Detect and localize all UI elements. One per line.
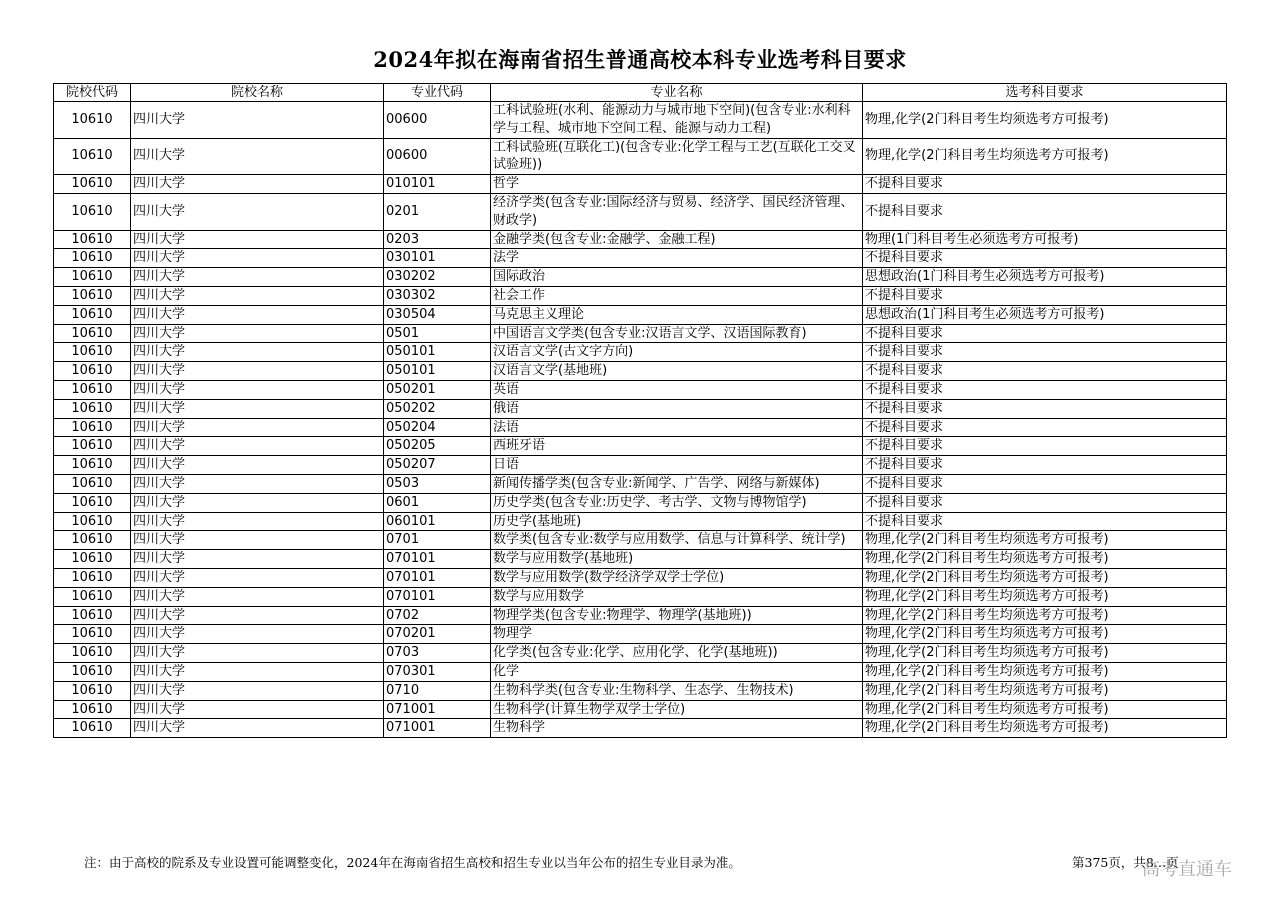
school-code-cell: 10610 bbox=[54, 550, 131, 569]
school-name-cell: 四川大学 bbox=[131, 456, 384, 475]
table-row bbox=[54, 681, 1227, 700]
table-row bbox=[54, 550, 1227, 569]
table-row bbox=[54, 474, 1227, 493]
subject-requirement-cell: 物理,化学(2门科目考生均须选考方可报考) bbox=[863, 531, 1227, 550]
subject-requirement-cell: 不提科目要求 bbox=[863, 418, 1227, 437]
school-name-cell: 四川大学 bbox=[131, 305, 384, 324]
major-code-cell: 0503 bbox=[384, 474, 491, 493]
major-code-cell: 030202 bbox=[384, 268, 491, 287]
table-header-row bbox=[54, 84, 1227, 102]
major-name-cell: 日语 bbox=[491, 456, 863, 475]
subject-requirement-cell: 不提科目要求 bbox=[863, 474, 1227, 493]
table-row bbox=[54, 493, 1227, 512]
school-code-cell: 10610 bbox=[54, 268, 131, 287]
major-code-cell: 070301 bbox=[384, 662, 491, 681]
school-name-cell: 四川大学 bbox=[131, 662, 384, 681]
school-code-cell: 10610 bbox=[54, 324, 131, 343]
school-name-cell: 四川大学 bbox=[131, 138, 384, 175]
school-code-cell: 10610 bbox=[54, 587, 131, 606]
school-name-cell: 四川大学 bbox=[131, 230, 384, 249]
school-code-cell: 10610 bbox=[54, 193, 131, 230]
school-code-cell: 10610 bbox=[54, 493, 131, 512]
school-code-cell: 10610 bbox=[54, 437, 131, 456]
school-code-cell: 10610 bbox=[54, 305, 131, 324]
table-row bbox=[54, 343, 1227, 362]
major-code-cell: 0501 bbox=[384, 324, 491, 343]
table-row bbox=[54, 437, 1227, 456]
school-name-cell: 四川大学 bbox=[131, 644, 384, 663]
subject-requirement-cell: 物理(1门科目考生必须选考方可报考) bbox=[863, 230, 1227, 249]
table-row bbox=[54, 644, 1227, 663]
major-code-cell: 00600 bbox=[384, 138, 491, 175]
major-code-cell: 010101 bbox=[384, 175, 491, 194]
table-body bbox=[54, 102, 1227, 738]
school-name-cell: 四川大学 bbox=[131, 719, 384, 738]
school-name-cell: 四川大学 bbox=[131, 700, 384, 719]
table-row bbox=[54, 399, 1227, 418]
school-name-cell: 四川大学 bbox=[131, 606, 384, 625]
major-code-cell: 050202 bbox=[384, 399, 491, 418]
major-code-cell: 071001 bbox=[384, 700, 491, 719]
major-code-cell: 00600 bbox=[384, 102, 491, 139]
major-name-cell: 生物科学(计算生物学双学士学位) bbox=[491, 700, 863, 719]
header-school-code: 院校代码 bbox=[54, 84, 131, 102]
school-code-cell: 10610 bbox=[54, 512, 131, 531]
table-row bbox=[54, 268, 1227, 287]
major-name-cell: 法学 bbox=[491, 249, 863, 268]
school-name-cell: 四川大学 bbox=[131, 418, 384, 437]
school-name-cell: 四川大学 bbox=[131, 568, 384, 587]
major-code-cell: 050205 bbox=[384, 437, 491, 456]
school-name-cell: 四川大学 bbox=[131, 493, 384, 512]
table-row bbox=[54, 249, 1227, 268]
table-row bbox=[54, 625, 1227, 644]
school-code-cell: 10610 bbox=[54, 568, 131, 587]
subject-requirement-cell: 物理,化学(2门科目考生均须选考方可报考) bbox=[863, 644, 1227, 663]
major-name-cell: 国际政治 bbox=[491, 268, 863, 287]
major-name-cell: 生物科学类(包含专业:生物科学、生态学、生物技术) bbox=[491, 681, 863, 700]
major-code-cell: 0702 bbox=[384, 606, 491, 625]
major-name-cell: 数学与应用数学(数学经济学双学士学位) bbox=[491, 568, 863, 587]
subject-requirement-cell: 思想政治(1门科目考生必须选考方可报考) bbox=[863, 305, 1227, 324]
table-row bbox=[54, 324, 1227, 343]
table-row bbox=[54, 568, 1227, 587]
school-name-cell: 四川大学 bbox=[131, 587, 384, 606]
school-code-cell: 10610 bbox=[54, 175, 131, 194]
header-major-code: 专业代码 bbox=[384, 84, 491, 102]
subject-requirement-cell: 物理,化学(2门科目考生均须选考方可报考) bbox=[863, 568, 1227, 587]
table-row bbox=[54, 102, 1227, 139]
school-name-cell: 四川大学 bbox=[131, 625, 384, 644]
major-code-cell: 0703 bbox=[384, 644, 491, 663]
major-name-cell: 物理学类(包含专业:物理学、物理学(基地班)) bbox=[491, 606, 863, 625]
school-code-cell: 10610 bbox=[54, 249, 131, 268]
school-code-cell: 10610 bbox=[54, 531, 131, 550]
school-code-cell: 10610 bbox=[54, 456, 131, 475]
school-code-cell: 10610 bbox=[54, 399, 131, 418]
major-name-cell: 新闻传播学类(包含专业:新闻学、广告学、网络与新媒体) bbox=[491, 474, 863, 493]
school-code-cell: 10610 bbox=[54, 700, 131, 719]
school-code-cell: 10610 bbox=[54, 681, 131, 700]
school-name-cell: 四川大学 bbox=[131, 399, 384, 418]
table-row bbox=[54, 175, 1227, 194]
school-code-cell: 10610 bbox=[54, 230, 131, 249]
school-name-cell: 四川大学 bbox=[131, 531, 384, 550]
table-row bbox=[54, 286, 1227, 305]
major-name-cell: 经济学类(包含专业:国际经济与贸易、经济学、国民经济管理、财政学) bbox=[491, 193, 863, 230]
major-code-cell: 050101 bbox=[384, 362, 491, 381]
major-code-cell: 030302 bbox=[384, 286, 491, 305]
subject-requirement-cell: 物理,化学(2门科目考生均须选考方可报考) bbox=[863, 102, 1227, 139]
table-row bbox=[54, 138, 1227, 175]
subject-requirement-cell: 不提科目要求 bbox=[863, 456, 1227, 475]
school-code-cell: 10610 bbox=[54, 286, 131, 305]
school-name-cell: 四川大学 bbox=[131, 193, 384, 230]
school-code-cell: 10610 bbox=[54, 418, 131, 437]
school-code-cell: 10610 bbox=[54, 102, 131, 139]
major-name-cell: 金融学类(包含专业:金融学、金融工程) bbox=[491, 230, 863, 249]
subject-requirement-cell: 物理,化学(2门科目考生均须选考方可报考) bbox=[863, 625, 1227, 644]
table-row bbox=[54, 719, 1227, 738]
major-name-cell: 工科试验班(互联化工)(包含专业:化学工程与工艺(互联化工交叉试验班)) bbox=[491, 138, 863, 175]
school-name-cell: 四川大学 bbox=[131, 474, 384, 493]
major-name-cell: 中国语言文学类(包含专业:汉语言文学、汉语国际教育) bbox=[491, 324, 863, 343]
school-name-cell: 四川大学 bbox=[131, 681, 384, 700]
major-name-cell: 历史学类(包含专业:历史学、考古学、文物与博物馆学) bbox=[491, 493, 863, 512]
school-code-cell: 10610 bbox=[54, 644, 131, 663]
major-name-cell: 汉语言文学(基地班) bbox=[491, 362, 863, 381]
major-code-cell: 070101 bbox=[384, 568, 491, 587]
major-name-cell: 法语 bbox=[491, 418, 863, 437]
subject-requirement-cell: 不提科目要求 bbox=[863, 175, 1227, 194]
table-row bbox=[54, 662, 1227, 681]
subject-requirement-cell: 物理,化学(2门科目考生均须选考方可报考) bbox=[863, 662, 1227, 681]
subject-requirement-cell: 不提科目要求 bbox=[863, 493, 1227, 512]
school-name-cell: 四川大学 bbox=[131, 550, 384, 569]
major-name-cell: 数学与应用数学(基地班) bbox=[491, 550, 863, 569]
major-code-cell: 0203 bbox=[384, 230, 491, 249]
page-title: 2024年拟在海南省招生普通高校本科专业选考科目要求 bbox=[373, 47, 907, 72]
watermark: 高考直通车 bbox=[1142, 859, 1232, 880]
major-code-cell: 070101 bbox=[384, 587, 491, 606]
school-code-cell: 10610 bbox=[54, 606, 131, 625]
major-name-cell: 物理学 bbox=[491, 625, 863, 644]
major-code-cell: 070101 bbox=[384, 550, 491, 569]
school-name-cell: 四川大学 bbox=[131, 362, 384, 381]
subject-requirement-cell: 物理,化学(2门科目考生均须选考方可报考) bbox=[863, 719, 1227, 738]
major-name-cell: 数学类(包含专业:数学与应用数学、信息与计算科学、统计学) bbox=[491, 531, 863, 550]
major-name-cell: 哲学 bbox=[491, 175, 863, 194]
subject-requirement-cell: 思想政治(1门科目考生必须选考方可报考) bbox=[863, 268, 1227, 287]
table-row bbox=[54, 456, 1227, 475]
major-code-cell: 060101 bbox=[384, 512, 491, 531]
school-name-cell: 四川大学 bbox=[131, 249, 384, 268]
subject-requirement-cell: 不提科目要求 bbox=[863, 286, 1227, 305]
major-code-cell: 050101 bbox=[384, 343, 491, 362]
subject-requirement-cell: 不提科目要求 bbox=[863, 343, 1227, 362]
school-name-cell: 四川大学 bbox=[131, 512, 384, 531]
major-name-cell: 工科试验班(水利、能源动力与城市地下空间)(包含专业:水利科学与工程、城市地下空间工程、能源与动力工程) bbox=[491, 102, 863, 139]
subject-requirement-cell: 物理,化学(2门科目考生均须选考方可报考) bbox=[863, 138, 1227, 175]
subject-requirement-cell: 不提科目要求 bbox=[863, 249, 1227, 268]
table-row bbox=[54, 418, 1227, 437]
major-name-cell: 历史学(基地班) bbox=[491, 512, 863, 531]
major-code-cell: 0201 bbox=[384, 193, 491, 230]
major-name-cell: 马克思主义理论 bbox=[491, 305, 863, 324]
subject-requirement-cell: 不提科目要求 bbox=[863, 399, 1227, 418]
major-code-cell: 0710 bbox=[384, 681, 491, 700]
major-name-cell: 社会工作 bbox=[491, 286, 863, 305]
subject-requirement-cell: 物理,化学(2门科目考生均须选考方可报考) bbox=[863, 700, 1227, 719]
table-row bbox=[54, 531, 1227, 550]
major-code-cell: 071001 bbox=[384, 719, 491, 738]
header-major-name: 专业名称 bbox=[491, 84, 863, 102]
header-subject-requirement: 选考科目要求 bbox=[863, 84, 1227, 102]
school-code-cell: 10610 bbox=[54, 719, 131, 738]
school-name-cell: 四川大学 bbox=[131, 343, 384, 362]
table-row bbox=[54, 305, 1227, 324]
table-row bbox=[54, 362, 1227, 381]
page-number: 第375页，共8…页 bbox=[1072, 855, 1179, 870]
major-name-cell: 数学与应用数学 bbox=[491, 587, 863, 606]
school-code-cell: 10610 bbox=[54, 343, 131, 362]
table-row bbox=[54, 587, 1227, 606]
school-code-cell: 10610 bbox=[54, 474, 131, 493]
table-row bbox=[54, 230, 1227, 249]
major-code-cell: 050204 bbox=[384, 418, 491, 437]
major-code-cell: 0701 bbox=[384, 531, 491, 550]
school-code-cell: 10610 bbox=[54, 380, 131, 399]
subject-requirement-cell: 物理,化学(2门科目考生均须选考方可报考) bbox=[863, 587, 1227, 606]
school-name-cell: 四川大学 bbox=[131, 175, 384, 194]
subject-requirement-cell: 不提科目要求 bbox=[863, 193, 1227, 230]
major-name-cell: 俄语 bbox=[491, 399, 863, 418]
table-row bbox=[54, 700, 1227, 719]
header-school-name: 院校名称 bbox=[131, 84, 384, 102]
table-row bbox=[54, 193, 1227, 230]
footnote: 注：由于高校的院系及专业设置可能调整变化，2024年在海南省招生高校和招生专业以当年公布的招生专业目录为准。 bbox=[84, 855, 741, 870]
school-code-cell: 10610 bbox=[54, 662, 131, 681]
school-code-cell: 10610 bbox=[54, 625, 131, 644]
subject-requirement-cell: 不提科目要求 bbox=[863, 324, 1227, 343]
major-code-cell: 0601 bbox=[384, 493, 491, 512]
major-name-cell: 生物科学 bbox=[491, 719, 863, 738]
table-row bbox=[54, 512, 1227, 531]
school-name-cell: 四川大学 bbox=[131, 380, 384, 399]
school-name-cell: 四川大学 bbox=[131, 102, 384, 139]
major-code-cell: 050207 bbox=[384, 456, 491, 475]
school-name-cell: 四川大学 bbox=[131, 268, 384, 287]
subject-requirement-cell: 物理,化学(2门科目考生均须选考方可报考) bbox=[863, 681, 1227, 700]
major-name-cell: 化学类(包含专业:化学、应用化学、化学(基地班)) bbox=[491, 644, 863, 663]
major-code-cell: 030504 bbox=[384, 305, 491, 324]
major-code-cell: 070201 bbox=[384, 625, 491, 644]
school-name-cell: 四川大学 bbox=[131, 324, 384, 343]
major-name-cell: 英语 bbox=[491, 380, 863, 399]
subject-requirement-cell: 不提科目要求 bbox=[863, 362, 1227, 381]
school-code-cell: 10610 bbox=[54, 138, 131, 175]
major-name-cell: 西班牙语 bbox=[491, 437, 863, 456]
subject-requirement-cell: 物理,化学(2门科目考生均须选考方可报考) bbox=[863, 550, 1227, 569]
subject-requirement-cell: 物理,化学(2门科目考生均须选考方可报考) bbox=[863, 606, 1227, 625]
subject-requirement-cell: 不提科目要求 bbox=[863, 380, 1227, 399]
major-code-cell: 030101 bbox=[384, 249, 491, 268]
major-code-cell: 050201 bbox=[384, 380, 491, 399]
table-row bbox=[54, 606, 1227, 625]
major-name-cell: 化学 bbox=[491, 662, 863, 681]
table-row bbox=[54, 380, 1227, 399]
subject-requirement-cell: 不提科目要求 bbox=[863, 437, 1227, 456]
school-name-cell: 四川大学 bbox=[131, 437, 384, 456]
school-name-cell: 四川大学 bbox=[131, 286, 384, 305]
subject-requirement-cell: 不提科目要求 bbox=[863, 512, 1227, 531]
school-code-cell: 10610 bbox=[54, 362, 131, 381]
requirements-table bbox=[53, 83, 1227, 738]
major-name-cell: 汉语言文学(古文字方向) bbox=[491, 343, 863, 362]
